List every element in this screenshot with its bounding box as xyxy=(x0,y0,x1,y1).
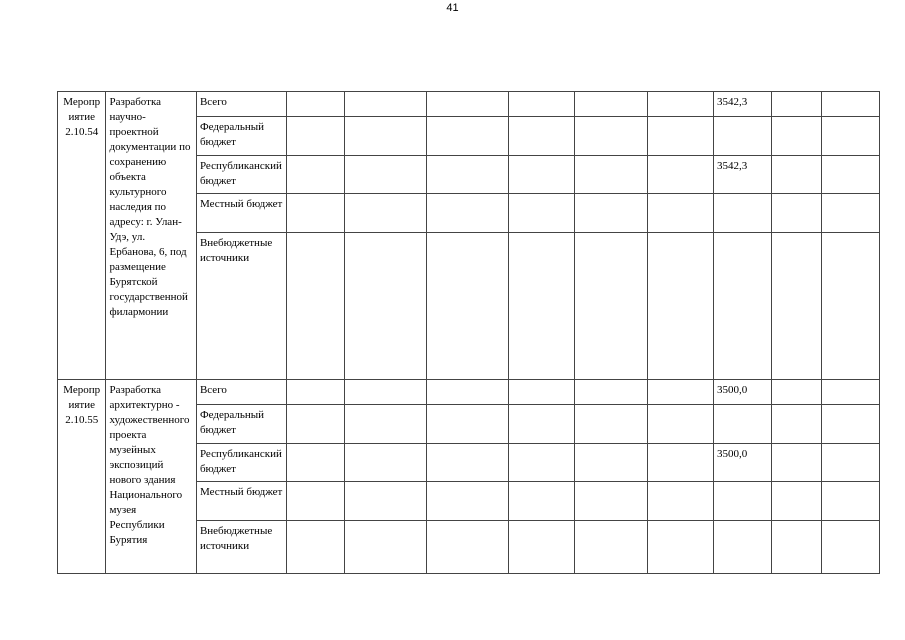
table-row xyxy=(58,92,880,117)
funding-value: 3500,0 xyxy=(714,444,772,482)
measure-name: Разработка архитектурно - художественного проекта музейных экспозиций нового здания Национального музея Республики Бурятия xyxy=(106,380,196,574)
measure-id: Мероприятие 2.10.54 xyxy=(58,92,106,380)
funding-value xyxy=(714,521,772,574)
funding-source: Местный бюджет xyxy=(196,194,286,233)
table-row xyxy=(58,380,880,405)
funding-source: Местный бюджет xyxy=(196,482,286,521)
measure-name: Разработка научно-проектной документации по сохранению объекта культурного наследия по адресу: г. Улан-Удэ, ул. Ербанова, 6, под размещение Бурятской государственной филармонии xyxy=(106,92,196,380)
funding-source: Внебюджетные источники xyxy=(196,233,286,380)
funding-source: Республиканский бюджет xyxy=(196,156,286,194)
funding-source: Внебюджетные источники xyxy=(196,521,286,574)
funding-value: 3542,3 xyxy=(714,156,772,194)
measure-id: Мероприятие 2.10.55 xyxy=(58,380,106,574)
budget-table xyxy=(57,91,880,574)
funding-value xyxy=(714,117,772,156)
funding-source: Федеральный бюджет xyxy=(196,117,286,156)
funding-source: Всего xyxy=(196,92,286,117)
funding-value xyxy=(714,194,772,233)
funding-value: 3500,0 xyxy=(714,380,772,405)
funding-source: Всего xyxy=(196,380,286,405)
funding-source: Федеральный бюджет xyxy=(196,405,286,444)
funding-value xyxy=(714,233,772,380)
funding-source: Республиканский бюджет xyxy=(196,444,286,482)
funding-value xyxy=(714,405,772,444)
funding-value xyxy=(714,482,772,521)
page-number: 41 xyxy=(446,2,459,14)
funding-value: 3542,3 xyxy=(714,92,772,117)
